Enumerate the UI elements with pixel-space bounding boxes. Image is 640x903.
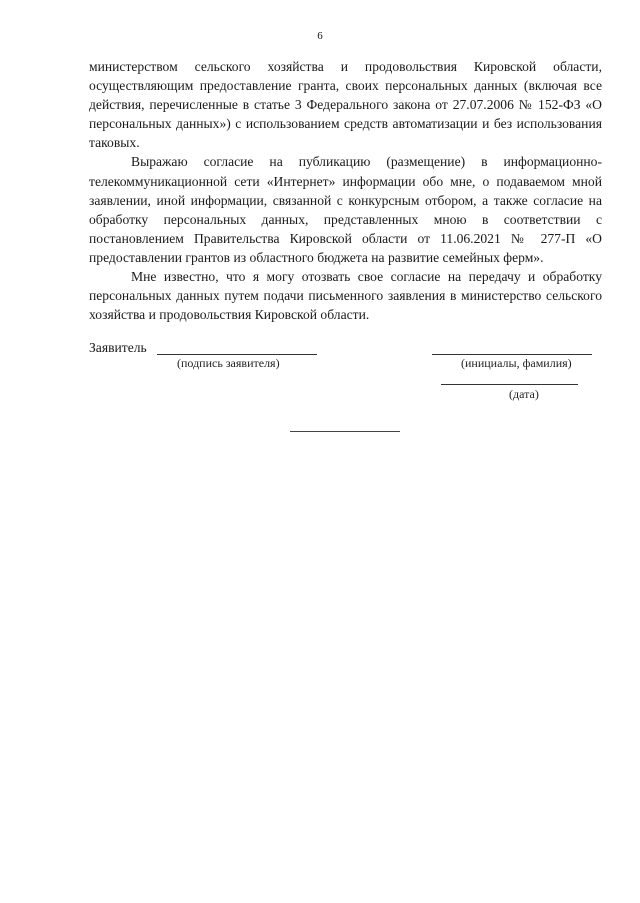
paragraph-publication-consent: Выражаю согласие на публикацию (размещение) в информационно-телекоммуникационной сети «Интернет» информации обо мне, о подаваемом мной заявлении, иной информации, связанной с конкурсным отбором, а также согласие на обработку персональных данных, представленных мною в соответствии с постановлением Правительства Кировской области от 11.06.2021 № 277-П «О предоставлении грантов из областного бюджета на развитие семейных ферм».: [89, 154, 602, 265]
name-line: [432, 354, 592, 355]
document-end-rule: [290, 431, 400, 432]
date-caption: (дата): [509, 387, 539, 401]
paragraph-continuation: министерством сельского хозяйства и продовольствия Кировской области, осуществляющим предоставление гранта, своих персональных данных (включая все действия, перечисленные в статье 3 Федерального закона от 27.07.2006 № 152-ФЗ «О персональных данных») с использованием средств автоматизации и без использования таковых.: [89, 59, 602, 151]
date-line: [441, 384, 578, 385]
signature-line: [157, 354, 317, 355]
paragraph-withdrawal-notice: Мне известно, что я могу отозвать свое согласие на передачу и обработку персональных данных путем подачи письменного заявления в министерство сельского хозяйства и продовольствия Кировской области.: [89, 269, 602, 323]
name-caption: (инициалы, фамилия): [461, 356, 572, 370]
signature-caption: (подпись заявителя): [177, 356, 280, 370]
consent-text: [89, 57, 602, 324]
applicant-label: Заявитель: [89, 340, 147, 355]
page-number: 6: [317, 30, 323, 42]
